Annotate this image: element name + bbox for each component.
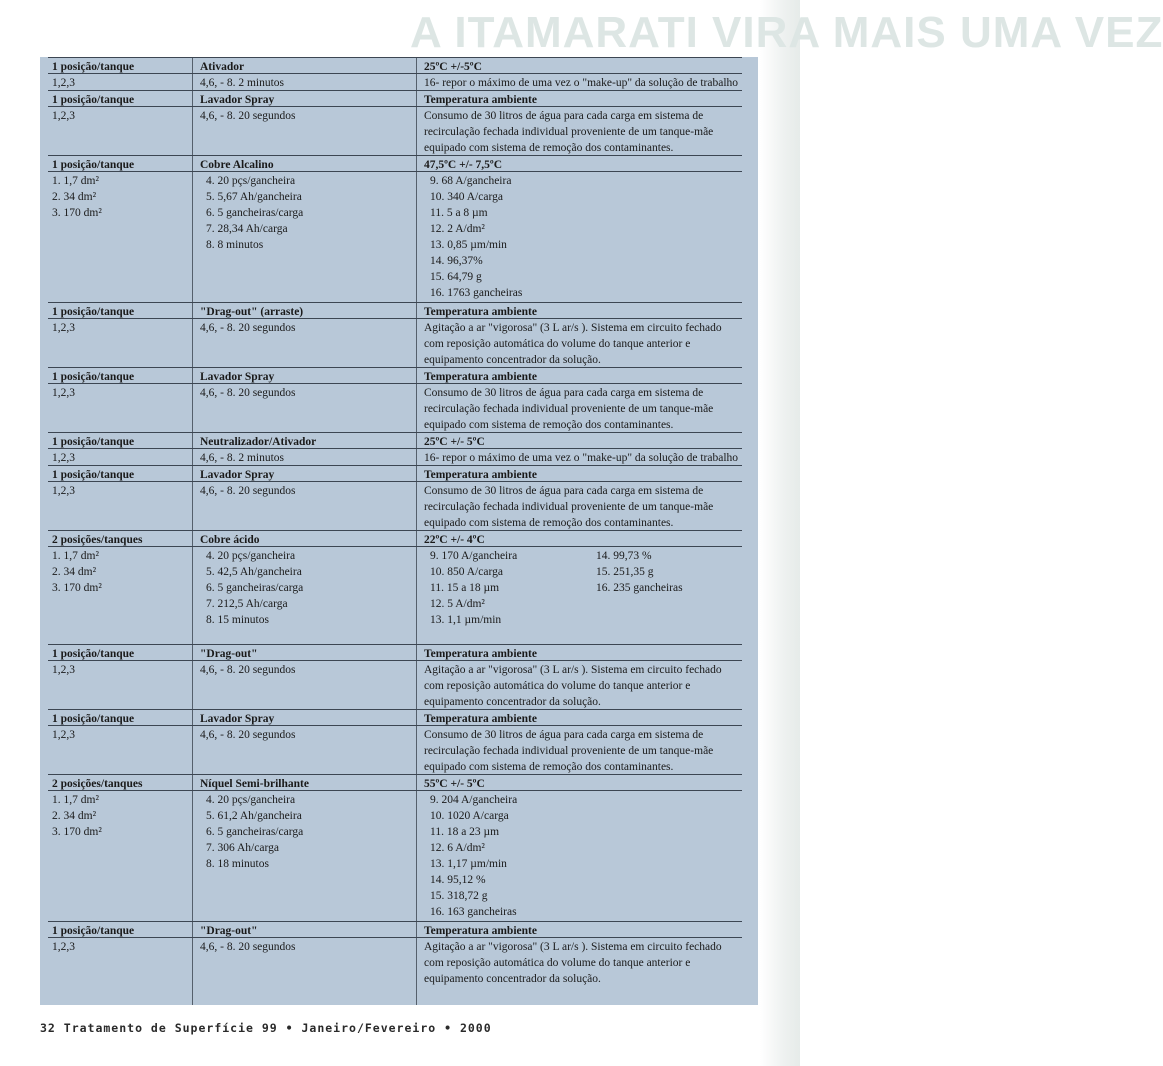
row-rule	[48, 530, 742, 531]
operation-cell	[200, 92, 400, 124]
process-table	[40, 57, 758, 1005]
description-text: Consumo de 30 litros de água para cada carga em sistema de recirculação fechada individual proveniente de um tanque-mãe equipado com sistema de remoção dos contaminantes.	[424, 110, 714, 154]
value-line: 4. 20 pçs/gancheira	[206, 794, 296, 806]
description-text: 16- repor o máximo de uma vez o "make-up" da solução de trabalho	[424, 452, 739, 464]
value-line: 4,6, - 8. 20 segundos	[200, 729, 296, 741]
operation-cell	[200, 467, 400, 499]
conditions-cell	[424, 532, 744, 628]
positions-cell	[52, 467, 192, 499]
operation-header: Ativador	[200, 61, 245, 73]
conditions-cell	[424, 59, 744, 91]
values-right	[596, 548, 746, 596]
description-text: Agitação a ar "vigorosa" (3 L ar/s ). Sistema em circuito fechado com reposição automática do volume do tanque anterior e equipamento concentrador da solução.	[424, 322, 722, 366]
conditions-header: Temperatura ambiente	[424, 306, 537, 318]
positions-header: 1 posição/tanque	[52, 94, 135, 106]
table-row	[40, 57, 758, 90]
value-line: 8. 8 minutos	[206, 239, 264, 251]
positions-cell	[52, 434, 192, 466]
value-line: 5. 5,67 Ah/gancheira	[206, 191, 302, 203]
operation-header: "Drag-out"	[200, 925, 258, 937]
row-rule	[48, 644, 742, 645]
value-line: 3. 170 dm²	[52, 826, 102, 838]
value-line: 16. 1763 gancheiras	[430, 287, 523, 299]
value-line: 5. 42,5 Ah/gancheira	[206, 566, 302, 578]
table-row	[40, 774, 758, 921]
value-line: 1,2,3	[52, 941, 75, 953]
operation-cell	[200, 923, 400, 955]
conditions-cell	[424, 369, 744, 433]
row-rule	[48, 155, 742, 156]
value-line: 1,2,3	[52, 387, 75, 399]
table-row	[40, 465, 758, 530]
conditions-header: 55ºC +/- 5ºC	[424, 778, 485, 790]
value-line: 13. 0,85 µm/min	[430, 239, 507, 251]
background-headline: A ITAMARATI VIRA MAIS UMA VEZ	[410, 8, 1163, 57]
value-line: 3. 170 dm²	[52, 207, 102, 219]
positions-cell	[52, 59, 192, 91]
value-line: 6. 5 gancheiras/carga	[206, 582, 304, 594]
operation-cell	[200, 711, 400, 743]
description-text: Consumo de 30 litros de água para cada carga em sistema de recirculação fechada individual proveniente de um tanque-mãe equipado com sistema de remoção dos contaminantes.	[424, 387, 714, 431]
value-line: 14. 95,12 %	[430, 874, 486, 886]
value-line: 1,2,3	[52, 110, 75, 122]
conditions-header: Temperatura ambiente	[424, 469, 537, 481]
positions-header: 1 posição/tanque	[52, 436, 135, 448]
positions-cell	[52, 157, 192, 221]
value-line: 10. 340 A/carga	[430, 191, 503, 203]
positions-header: 1 posição/tanque	[52, 925, 135, 937]
description-text: 16- repor o máximo de uma vez o "make-up" da solução de trabalho	[424, 77, 739, 89]
operation-cell	[200, 532, 400, 628]
operation-cell	[200, 59, 400, 91]
value-line: 15. 318,72 g	[430, 890, 488, 902]
value-line: 4,6, - 8. 2 minutos	[200, 452, 285, 464]
value-line: 7. 306 Ah/carga	[206, 842, 279, 854]
positions-header: 1 posição/tanque	[52, 159, 135, 171]
row-rule	[48, 921, 742, 922]
positions-header: 1 posição/tanque	[52, 61, 135, 73]
value-line: 1. 1,7 dm²	[52, 175, 99, 187]
row-rule	[48, 57, 742, 58]
value-line: 9. 204 A/gancheira	[430, 794, 518, 806]
value-line: 11. 15 a 18 µm	[430, 582, 500, 594]
value-line: 1,2,3	[52, 452, 75, 464]
operation-cell	[200, 369, 400, 401]
value-line: 4,6, - 8. 20 segundos	[200, 664, 296, 676]
conditions-header: Temperatura ambiente	[424, 713, 537, 725]
positions-header: 2 posições/tanques	[52, 534, 143, 546]
operation-cell	[200, 646, 400, 678]
description-text: Agitação a ar "vigorosa" (3 L ar/s ). Sistema em circuito fechado com reposição automática do volume do tanque anterior e equipamento concentrador da solução.	[424, 941, 722, 985]
positions-cell	[52, 646, 192, 678]
positions-cell	[52, 369, 192, 401]
positions-header: 2 posições/tanques	[52, 778, 143, 790]
row-rule	[48, 774, 742, 775]
conditions-cell	[424, 434, 744, 466]
value-line: 4,6, - 8. 2 minutos	[200, 77, 285, 89]
value-line: 1. 1,7 dm²	[52, 794, 99, 806]
value-line: 2. 34 dm²	[52, 810, 97, 822]
value-line: 4,6, - 8. 20 segundos	[200, 485, 296, 497]
value-line: 7. 28,34 Ah/carga	[206, 223, 288, 235]
operation-header: Lavador Spray	[200, 713, 275, 725]
table-row	[40, 302, 758, 367]
value-line: 15. 251,35 g	[596, 566, 654, 578]
operation-cell	[200, 157, 400, 253]
positions-cell	[52, 711, 192, 743]
conditions-cell	[424, 776, 744, 920]
table-row	[40, 155, 758, 302]
value-line: 1,2,3	[52, 664, 75, 676]
operation-header: Cobre Alcalino	[200, 159, 274, 171]
operation-header: Neutralizador/Ativador	[200, 436, 317, 448]
conditions-header: 25ºC +/- 5ºC	[424, 436, 485, 448]
conditions-cell	[424, 923, 744, 987]
positions-cell	[52, 776, 192, 840]
conditions-header: Temperatura ambiente	[424, 94, 537, 106]
row-rule	[48, 709, 742, 710]
value-line: 4. 20 pçs/gancheira	[206, 175, 296, 187]
conditions-cell	[424, 304, 744, 368]
value-line: 10. 1020 A/carga	[430, 810, 509, 822]
value-line: 16. 235 gancheiras	[596, 582, 683, 594]
value-line: 11. 5 a 8 µm	[430, 207, 488, 219]
table-row	[40, 644, 758, 709]
value-line: 7. 212,5 Ah/carga	[206, 598, 288, 610]
value-line: 1,2,3	[52, 77, 75, 89]
table-row	[40, 432, 758, 465]
value-line: 4,6, - 8. 20 segundos	[200, 941, 296, 953]
value-line: 8. 15 minutos	[206, 614, 269, 626]
value-line: 6. 5 gancheiras/carga	[206, 826, 304, 838]
value-line: 4,6, - 8. 20 segundos	[200, 387, 296, 399]
value-line: 1,2,3	[52, 485, 75, 497]
operation-header: "Drag-out" (arraste)	[200, 306, 304, 318]
value-line: 9. 68 A/gancheira	[430, 175, 512, 187]
conditions-header: Temperatura ambiente	[424, 371, 537, 383]
positions-header: 1 posição/tanque	[52, 469, 135, 481]
value-line: 12. 2 A/dm²	[430, 223, 485, 235]
positions-cell	[52, 923, 192, 955]
page-footer: 32 Tratamento de Superfície 99 • Janeiro/Fevereiro • 2000	[40, 1021, 492, 1035]
page-edge-shade	[760, 0, 800, 1066]
value-line: 6. 5 gancheiras/carga	[206, 207, 304, 219]
table-row	[40, 90, 758, 155]
value-line: 12. 5 A/dm²	[430, 598, 485, 610]
row-rule	[48, 367, 742, 368]
operation-header: "Drag-out"	[200, 648, 258, 660]
value-line: 15. 64,79 g	[430, 271, 482, 283]
value-line: 4,6, - 8. 20 segundos	[200, 322, 296, 334]
value-line: 2. 34 dm²	[52, 191, 97, 203]
operation-cell	[200, 776, 400, 872]
conditions-cell	[424, 92, 744, 156]
conditions-cell	[424, 711, 744, 775]
table-row	[40, 367, 758, 432]
value-line: 14. 96,37%	[430, 255, 483, 267]
value-line: 2. 34 dm²	[52, 566, 97, 578]
operation-cell	[200, 304, 400, 336]
table-row	[40, 921, 758, 1005]
operation-header: Lavador Spray	[200, 469, 275, 481]
conditions-header: Temperatura ambiente	[424, 648, 537, 660]
value-line: 4,6, - 8. 20 segundos	[200, 110, 296, 122]
conditions-header: 22ºC +/- 4ºC	[424, 534, 485, 546]
operation-header: Lavador Spray	[200, 371, 275, 383]
conditions-header: 47,5ºC +/- 7,5ºC	[424, 159, 503, 171]
value-line: 9. 170 A/gancheira	[430, 550, 518, 562]
value-line: 5. 61,2 Ah/gancheira	[206, 810, 302, 822]
row-rule	[48, 432, 742, 433]
conditions-header: Temperatura ambiente	[424, 925, 537, 937]
value-line: 8. 18 minutos	[206, 858, 269, 870]
value-line: 1,2,3	[52, 322, 75, 334]
row-rule	[48, 90, 742, 91]
conditions-cell	[424, 157, 744, 301]
value-line: 1,2,3	[52, 729, 75, 741]
conditions-cell	[424, 467, 744, 531]
positions-header: 1 posição/tanque	[52, 306, 135, 318]
operation-header: Lavador Spray	[200, 94, 275, 106]
value-line: 14. 99,73 %	[596, 550, 652, 562]
conditions-header: 25ºC +/-5ºC	[424, 61, 482, 73]
table-row	[40, 530, 758, 644]
positions-header: 1 posição/tanque	[52, 713, 135, 725]
value-line: 3. 170 dm²	[52, 582, 102, 594]
value-line: 13. 1,17 µm/min	[430, 858, 507, 870]
value-line: 12. 6 A/dm²	[430, 842, 485, 854]
positions-cell	[52, 92, 192, 124]
positions-cell	[52, 532, 192, 596]
table-row	[40, 709, 758, 774]
value-line: 1. 1,7 dm²	[52, 550, 99, 562]
value-line: 16. 163 gancheiras	[430, 906, 517, 918]
operation-header: Cobre ácido	[200, 534, 260, 546]
description-text: Consumo de 30 litros de água para cada carga em sistema de recirculação fechada individual proveniente de um tanque-mãe equipado com sistema de remoção dos contaminantes.	[424, 729, 714, 773]
values-left	[430, 548, 600, 628]
value-line: 4. 20 pçs/gancheira	[206, 550, 296, 562]
row-rule	[48, 465, 742, 466]
value-line: 11. 18 a 23 µm	[430, 826, 500, 838]
operation-header: Níquel Semi-brilhante	[200, 778, 309, 790]
positions-header: 1 posição/tanque	[52, 648, 135, 660]
positions-header: 1 posição/tanque	[52, 371, 135, 383]
conditions-cell	[424, 646, 744, 710]
description-text: Agitação a ar "vigorosa" (3 L ar/s ). Sistema em circuito fechado com reposição automática do volume do tanque anterior e equipamento concentrador da solução.	[424, 664, 722, 708]
row-rule	[48, 302, 742, 303]
positions-cell	[52, 304, 192, 336]
description-text: Consumo de 30 litros de água para cada carga em sistema de recirculação fechada individual proveniente de um tanque-mãe equipado com sistema de remoção dos contaminantes.	[424, 485, 714, 529]
two-column-values	[424, 548, 744, 628]
value-line: 10. 850 A/carga	[430, 566, 503, 578]
value-line: 13. 1,1 µm/min	[430, 614, 502, 626]
operation-cell	[200, 434, 400, 466]
